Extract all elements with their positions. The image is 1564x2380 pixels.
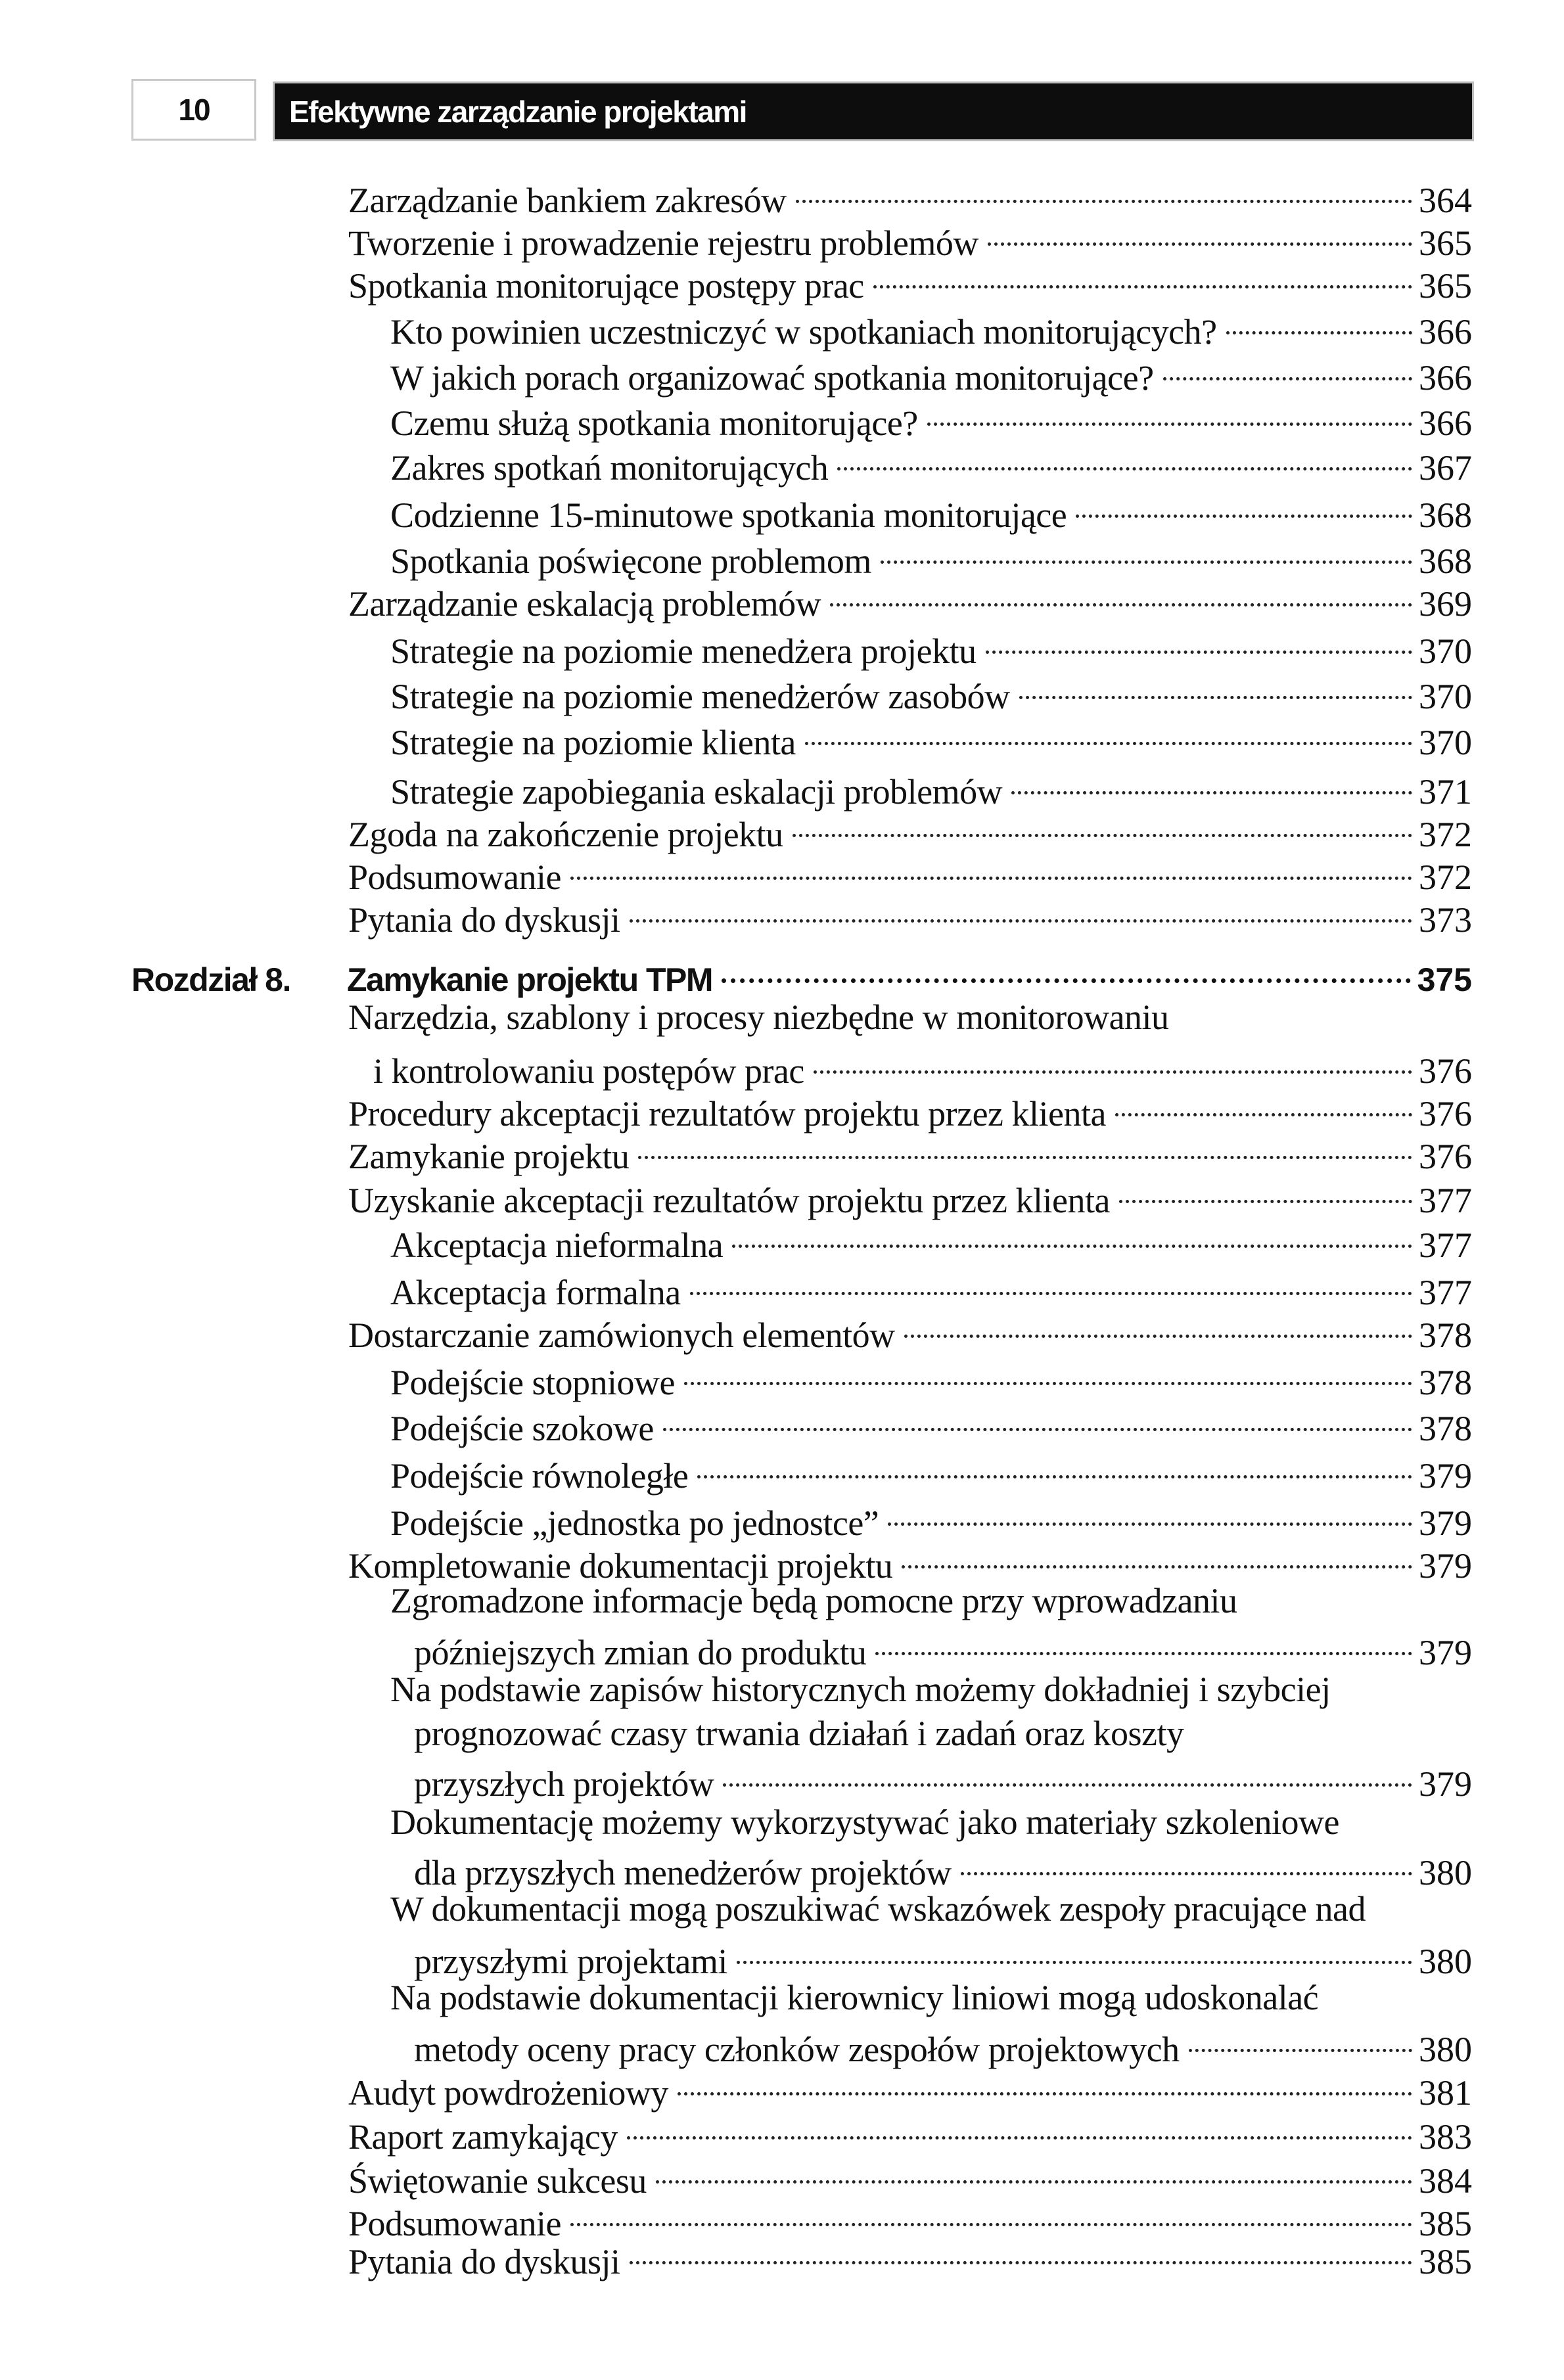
dot-leader — [1189, 2022, 1412, 2061]
toc-entry[interactable] — [348, 1129, 1472, 1176]
toc-entry-page: 364 — [1419, 181, 1472, 220]
toc-entry-title: Dokumentację możemy wykorzystywać jako materiały szkoleniowe — [390, 1802, 1340, 1842]
toc-chapter-heading[interactable] — [131, 951, 1472, 998]
toc-entry-title: Spotkania monitorujące postępy prac — [348, 266, 864, 306]
dot-leader — [961, 1845, 1412, 1885]
dot-leader — [837, 440, 1412, 480]
dot-leader — [684, 1355, 1412, 1394]
toc-entry-page: 378 — [1419, 1363, 1472, 1402]
toc-entry[interactable] — [348, 892, 1472, 940]
dot-leader — [986, 624, 1412, 663]
toc-entry[interactable] — [390, 1581, 1237, 1620]
toc-entry-page: 376 — [1419, 1051, 1472, 1091]
toc-entry[interactable] — [414, 1845, 1472, 1892]
toc-entry-page: 366 — [1419, 312, 1472, 352]
dot-leader — [830, 576, 1412, 616]
toc-entry[interactable] — [348, 2109, 1472, 2157]
dot-leader — [630, 892, 1412, 932]
dot-leader — [1119, 1173, 1412, 1212]
toc-entry-title: dla przyszłych menedżerów projektów — [414, 1853, 952, 1892]
toc-entry-page: 367 — [1419, 448, 1472, 488]
toc-entry-title: Podejście „jednostka po jednostce” — [390, 1503, 879, 1543]
toc-entry-page: 377 — [1419, 1181, 1472, 1220]
toc-entry[interactable] — [390, 350, 1472, 398]
toc-entry-page: 379 — [1419, 1456, 1472, 1496]
toc-entry[interactable] — [348, 1173, 1472, 1220]
toc-entry-title: W jakich porach organizować spotkania monitorujące? — [390, 358, 1154, 398]
dot-leader — [805, 715, 1412, 754]
toc-entry[interactable] — [348, 997, 1169, 1037]
toc-entry-page: 365 — [1419, 266, 1472, 306]
toc-entry-title: Zarządzanie eskalacją problemów — [348, 584, 821, 624]
toc-entry-page: 383 — [1419, 2117, 1472, 2157]
dot-leader — [814, 1043, 1412, 1083]
toc-entry-page: 371 — [1419, 772, 1472, 812]
toc-entry[interactable] — [390, 396, 1472, 443]
dot-leader — [627, 2109, 1412, 2149]
dot-leader — [1115, 1086, 1412, 1126]
toc-entry-title: Na podstawie dokumentacji kierownicy liniowi mogą udoskonalać — [390, 1978, 1319, 2017]
dot-leader — [570, 2196, 1412, 2235]
dot-leader — [723, 1756, 1412, 1796]
dot-leader — [656, 2153, 1412, 2193]
toc-entry-title: Audyt powdrożeniowy — [348, 2073, 668, 2113]
toc-entry-page: 378 — [1419, 1409, 1472, 1448]
toc-entry[interactable] — [414, 1625, 1472, 1672]
toc-entry[interactable] — [348, 576, 1472, 624]
toc-entry-title: późniejszych zmian do produktu — [414, 1633, 867, 1672]
toc-entry-title: Zakres spotkań monitorujących — [390, 448, 829, 488]
toc-entry[interactable] — [348, 1538, 1472, 1586]
toc-entry[interactable] — [390, 1265, 1472, 1312]
toc-entry-page: 381 — [1419, 2073, 1472, 2113]
dot-leader — [902, 1538, 1412, 1578]
toc-entry-page: 384 — [1419, 2161, 1472, 2201]
toc-entry-page: 370 — [1419, 631, 1472, 671]
toc-entry-title: Zgromadzone informacje będą pomocne przy wprowadzaniu — [390, 1581, 1237, 1620]
toc-entry-title: przyszłych projektów — [414, 1764, 714, 1804]
toc-entry-title: Spotkania poświęcone problemom — [390, 541, 871, 581]
toc-entry-title: Na podstawie zapisów historycznych możemy dokładniej i szybciej — [390, 1670, 1331, 1709]
toc-entry[interactable] — [348, 2153, 1472, 2201]
toc-entry-title: Dostarczanie zamówionych elementów — [348, 1316, 895, 1355]
toc-entry[interactable] — [348, 258, 1472, 306]
toc-entry-page: 368 — [1419, 541, 1472, 581]
dot-leader — [1163, 350, 1412, 390]
toc-entry-page: 379 — [1419, 1546, 1472, 1586]
toc-entry[interactable] — [390, 669, 1472, 716]
toc-entry[interactable] — [348, 807, 1472, 854]
toc-entry[interactable] — [390, 1496, 1472, 1543]
toc-entry[interactable] — [390, 488, 1472, 535]
toc-entry-page: 375 — [1417, 961, 1472, 998]
toc-entry-title: Procedury akceptacji rezultatów projektu przez klienta — [348, 1094, 1106, 1133]
toc-entry-title: Podsumowanie — [348, 2204, 561, 2243]
toc-entry-page: 377 — [1419, 1225, 1472, 1265]
toc-entry-page: 372 — [1419, 858, 1472, 897]
toc-entry[interactable] — [390, 534, 1472, 581]
dot-leader — [881, 534, 1412, 573]
toc-entry-title: prognozować czasy trwania działań i zadań oraz koszty — [414, 1714, 1184, 1753]
toc-entry[interactable] — [348, 850, 1472, 897]
toc-entry-title: Świętowanie sukcesu — [348, 2161, 647, 2201]
dot-leader — [737, 1934, 1412, 1973]
toc-entry[interactable] — [390, 440, 1472, 488]
toc-entry-page: 379 — [1419, 1764, 1472, 1804]
dot-leader — [638, 1129, 1412, 1168]
toc-entry-page: 370 — [1419, 723, 1472, 762]
dot-leader — [875, 1625, 1412, 1664]
chapter-label: Rozdział 8. — [131, 961, 290, 998]
book-title: Efektywne zarządzanie projektami — [289, 94, 747, 129]
toc-entry[interactable] — [390, 1448, 1472, 1496]
dot-leader — [697, 1448, 1412, 1488]
toc-entry-title: Podsumowanie — [348, 858, 561, 897]
dot-leader — [873, 258, 1412, 298]
toc-entry-page: 378 — [1419, 1316, 1472, 1355]
toc-entry[interactable] — [348, 2065, 1472, 2113]
toc-entry[interactable] — [348, 216, 1472, 263]
dot-leader — [1226, 304, 1412, 344]
toc-entry[interactable] — [390, 715, 1472, 762]
dot-leader — [904, 1308, 1412, 1347]
toc-entry-page: 379 — [1419, 1503, 1472, 1543]
toc-entry-title: Zgoda na zakończenie projektu — [348, 815, 783, 854]
toc-entry-title: Kompletowanie dokumentacji projektu — [348, 1546, 893, 1586]
toc-entry-title: Strategie zapobiegania eskalacji problemów — [390, 772, 1003, 812]
toc-entry-page: 376 — [1419, 1094, 1472, 1133]
toc-entry-page: 380 — [1419, 2030, 1472, 2069]
toc-entry-page: 370 — [1419, 677, 1472, 716]
toc-entry-title: Podejście szokowe — [390, 1409, 654, 1448]
toc-entry-page: 385 — [1419, 2204, 1472, 2243]
toc-entry[interactable] — [390, 1670, 1331, 1709]
toc-entry[interactable] — [390, 1355, 1472, 1402]
toc-entry-page: 373 — [1419, 900, 1472, 940]
toc-entry-page: 380 — [1419, 1942, 1472, 1981]
toc-entry-title: Strategie na poziomie klienta — [390, 723, 796, 762]
toc-entry-title: Tworzenie i prowadzenie rejestru problemów — [348, 223, 978, 263]
dot-leader — [1076, 488, 1412, 527]
toc-entry-title: Strategie na poziomie menedżera projektu — [390, 631, 977, 671]
toc-entry[interactable] — [390, 1802, 1339, 1842]
toc-entry-page: 380 — [1419, 1853, 1472, 1892]
toc-entry-page: 369 — [1419, 584, 1472, 624]
toc-entry[interactable] — [414, 1714, 1184, 1753]
toc-entry-page: 366 — [1419, 403, 1472, 443]
running-header-bar — [273, 81, 1474, 141]
toc-entry[interactable] — [373, 1043, 1472, 1091]
dot-leader — [732, 1218, 1412, 1257]
toc-entry[interactable] — [390, 1889, 1366, 1929]
page-number-box — [131, 79, 256, 141]
dot-leader — [722, 951, 1411, 991]
toc-entry-title: Pytania do dyskusji — [348, 2242, 620, 2281]
toc-entry-title: przyszłymi projektami — [414, 1942, 727, 1981]
toc-entry-title: Akceptacja nieformalna — [390, 1225, 724, 1265]
dot-leader — [793, 807, 1412, 846]
toc-entry-title: Uzyskanie akceptacji rezultatów projektu przez klienta — [348, 1181, 1110, 1220]
toc-entry[interactable] — [348, 2234, 1472, 2281]
toc-entry-page: 365 — [1419, 223, 1472, 263]
toc-entry[interactable] — [348, 1086, 1472, 1133]
dot-leader — [1011, 764, 1412, 804]
toc-entry-page: 379 — [1419, 1633, 1472, 1672]
toc-entry-title: Podejście stopniowe — [390, 1363, 675, 1402]
toc-entry[interactable] — [390, 764, 1472, 812]
toc-entry-title: i kontrolowaniu postępów prac — [373, 1051, 804, 1091]
dot-leader — [796, 173, 1412, 212]
toc-entry[interactable] — [348, 2196, 1472, 2243]
dot-leader — [663, 1401, 1412, 1440]
toc-entry[interactable] — [414, 2022, 1472, 2069]
toc-entry-title: Strategie na poziomie menedżerów zasobów — [390, 677, 1010, 716]
toc-entry-title: Zarządzanie bankiem zakresów — [348, 181, 787, 220]
toc-entry-title: Kto powinien uczestniczyć w spotkaniach monitorujących? — [390, 312, 1217, 352]
toc-entry[interactable] — [348, 173, 1472, 220]
toc-entry-page: 368 — [1419, 495, 1472, 535]
toc-entry[interactable] — [390, 1218, 1472, 1265]
toc-entry-page: 377 — [1419, 1273, 1472, 1312]
toc-entry-title: Pytania do dyskusji — [348, 900, 620, 940]
toc-entry-page: 366 — [1419, 358, 1472, 398]
toc-entry-title: Narzędzia, szablony i procesy niezbędne w monitorowaniu — [348, 997, 1169, 1037]
toc-entry-page: 385 — [1419, 2242, 1472, 2281]
dot-leader — [988, 216, 1412, 255]
toc-entry-title: W dokumentacji mogą poszukiwać wskazówek zespoły pracujące nad — [390, 1889, 1366, 1929]
toc-entry[interactable] — [390, 624, 1472, 671]
toc-entry[interactable] — [414, 1934, 1472, 1981]
toc-entry-page: 376 — [1419, 1137, 1472, 1176]
page-number: 10 — [178, 93, 210, 127]
dot-leader — [630, 2234, 1412, 2274]
dot-leader — [888, 1496, 1412, 1535]
toc-entry-title: Codzienne 15-minutowe spotkania monitorujące — [390, 495, 1067, 535]
toc-entry-title: metody oceny pracy członków zespołów projektowych — [414, 2030, 1180, 2069]
toc-entry-title: Podejście równoległe — [390, 1456, 689, 1496]
dot-leader — [1019, 669, 1412, 708]
toc-entry[interactable] — [348, 1308, 1472, 1355]
dot-leader — [678, 2065, 1412, 2105]
toc-entry-title: Zamykanie projektu TPM — [347, 961, 713, 998]
toc-entry[interactable] — [414, 1756, 1472, 1804]
toc-entry-title: Raport zamykający — [348, 2117, 618, 2157]
dot-leader — [570, 850, 1412, 889]
toc-entry-title: Zamykanie projektu — [348, 1137, 630, 1176]
toc-entry[interactable] — [390, 1978, 1318, 2017]
toc-entry[interactable] — [390, 1401, 1472, 1448]
dot-leader — [927, 396, 1412, 435]
toc-entry-title: Akceptacja formalna — [390, 1273, 681, 1312]
toc-entry-page: 372 — [1419, 815, 1472, 854]
dot-leader — [690, 1265, 1412, 1304]
toc-entry-title: Czemu służą spotkania monitorujące? — [390, 403, 918, 443]
toc-entry[interactable] — [390, 304, 1472, 352]
